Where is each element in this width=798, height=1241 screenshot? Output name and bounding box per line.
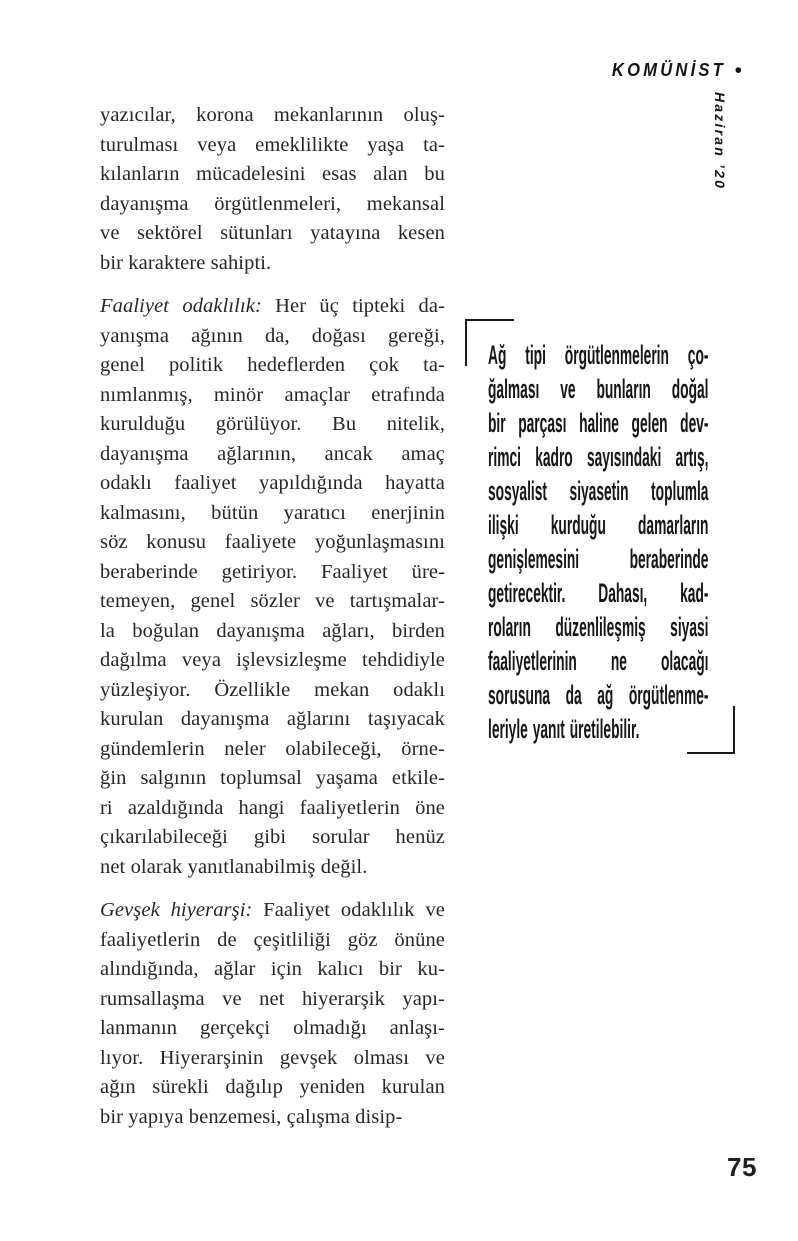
bullet-icon: • bbox=[734, 59, 742, 82]
body-column bbox=[100, 101, 445, 1146]
pullquote-line: genişlemesini beraberinde bbox=[488, 544, 709, 574]
text-line: ri azaldığında hangi faaliyetlerin öne bbox=[100, 796, 445, 819]
pullquote-close-bracket bbox=[687, 706, 735, 754]
text-line: yüzleşiyor. Özellikle mekan odaklı bbox=[100, 678, 445, 701]
text-line: lıyor. Hiyerarşinin gevşek olması ve bbox=[100, 1046, 445, 1069]
text-line: rumsallaşma ve net hiyerarşik yapı- bbox=[100, 987, 445, 1010]
text-line: odaklı faaliyet yapıldığında hayatta bbox=[100, 472, 445, 494]
pullquote-line: roların düzenlileşmiş siyasi bbox=[488, 612, 709, 642]
text-line: dayanışma örgütlenmeleri, mekansal bbox=[100, 192, 445, 215]
text-line: turulması veya emeklilikte yaşa ta- bbox=[100, 133, 445, 156]
text-line: kalmasını, bütün yaratıcı enerjinin bbox=[100, 501, 445, 524]
magazine-title: KOMÜNİST bbox=[611, 60, 726, 80]
text-line: lanmanın gerçekçi olmadığı anlaşı- bbox=[100, 1017, 445, 1039]
text-line: ağın sürekli dağılıp yeniden kurulan bbox=[100, 1076, 445, 1098]
text-line: bir yapıya benzemesi, çalışma disip- bbox=[100, 1105, 403, 1128]
text-line: net olarak yanıtlanabilmiş değil. bbox=[100, 855, 368, 878]
text-line: bir karaktere sahipti. bbox=[100, 251, 272, 274]
text-line: kurulduğu görülüyor. Bu nitelik, bbox=[100, 413, 445, 435]
pullquote-line: faaliyetlerinin ne olacağı bbox=[488, 646, 709, 676]
text-line: genel politik hedeflerden çok ta- bbox=[100, 354, 445, 376]
text-line: dayanışma ağlarının, ancak amaç bbox=[100, 442, 445, 465]
pullquote-line: getirecektir. Dahası, kad- bbox=[488, 578, 709, 608]
pullquote bbox=[488, 338, 708, 746]
text-line: söz konusu faaliyete yoğunlaşmasını bbox=[100, 531, 445, 553]
text-line: Gevşek hiyerarşi: Faaliyet odaklılık ve bbox=[100, 899, 445, 921]
text-line: ğin salgının toplumsal yaşama etkile- bbox=[100, 767, 445, 789]
text-line: temeyen, genel sözler ve tartışmalar- bbox=[100, 590, 445, 612]
pullquote-line: Ağ tipi örgütlenmelerin ço- bbox=[488, 340, 709, 370]
pullquote-line: sosyalist siyasetin toplumla bbox=[488, 476, 709, 506]
text-line: nımlanmış, minör amaçlar etrafında bbox=[100, 383, 445, 406]
masthead bbox=[602, 60, 742, 81]
pullquote-line: sorusuna da ağ örgütlenme- bbox=[488, 680, 709, 710]
pullquote-line: bir parçası haline gelen dev- bbox=[488, 408, 709, 438]
pullquote-line: rimci kadro sayısındaki artış, bbox=[488, 442, 709, 472]
text-line: yanışma ağının da, doğası gereği, bbox=[100, 324, 445, 347]
text-line: gündemlerin neler olabileceği, örne- bbox=[100, 737, 445, 760]
paragraph-lead-italic: Gevşek hiyerarşi: bbox=[100, 899, 253, 921]
body-paragraph bbox=[100, 896, 445, 1132]
pullquote-line: leriyle yanıt üretilebilir. bbox=[488, 714, 640, 744]
text-line: kılanların mücadelesini esas alan bu bbox=[100, 163, 445, 185]
text-line: yazıcılar, korona mekanlarının oluş- bbox=[100, 104, 445, 126]
issue-label-vertical: Haziran ’20 bbox=[712, 92, 728, 191]
text-line: beraberinde getiriyor. Faaliyet üre- bbox=[100, 560, 445, 583]
text-line: ve sektörel sütunları yatayına kesen bbox=[100, 222, 445, 244]
paragraph-lead-italic: Faaliyet odaklılık: bbox=[100, 295, 262, 317]
text-line: kurulan dayanışma ağlarını taşıyacak bbox=[100, 708, 445, 730]
page-number: 75 bbox=[727, 1152, 757, 1182]
text-line: Faaliyet odaklılık: Her üç tipteki da- bbox=[100, 295, 445, 317]
pullquote-line: ğalması ve bunların doğal bbox=[488, 374, 709, 404]
body-paragraph bbox=[100, 101, 445, 278]
body-paragraph bbox=[100, 292, 445, 882]
text-line: çıkarılabileceği gibi sorular henüz bbox=[100, 826, 445, 848]
text-line: faaliyetlerin de çeşitliliği göz önüne bbox=[100, 928, 445, 951]
text-line: dağılma veya işlevsizleşme tehdidiyle bbox=[100, 649, 445, 671]
text-line: la boğulan dayanışma ağları, birden bbox=[100, 619, 445, 642]
text-line: alındığında, ağlar için kalıcı bir ku- bbox=[100, 958, 445, 980]
pullquote-line: ilişki kurduğu damarların bbox=[488, 510, 709, 540]
